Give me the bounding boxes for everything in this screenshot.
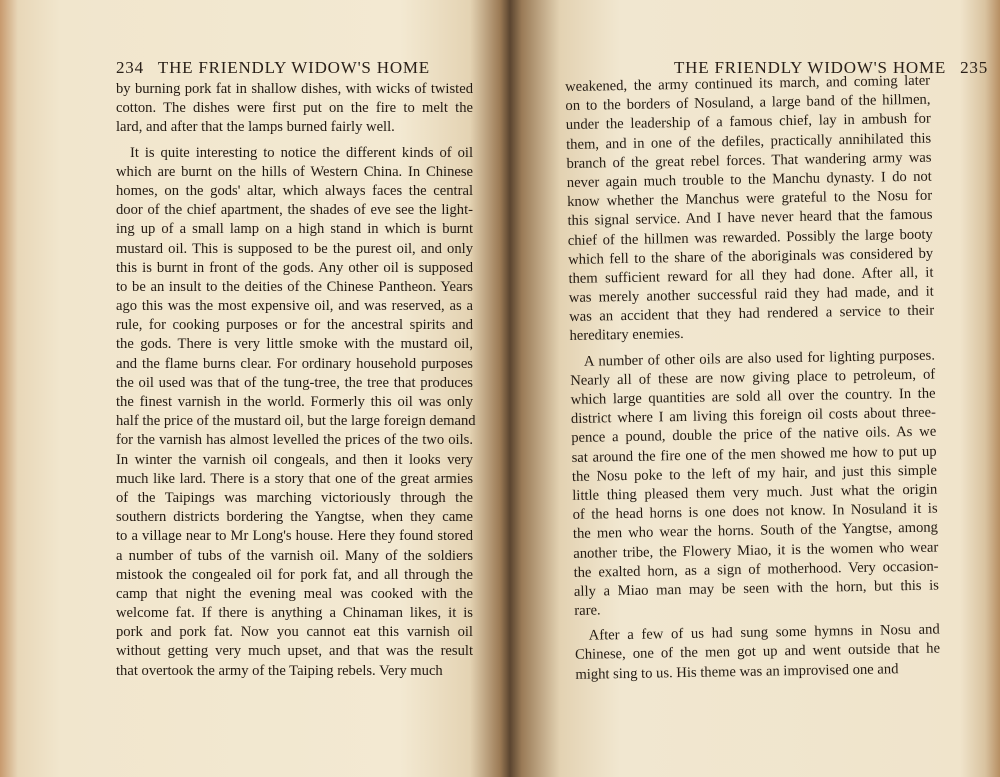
body-text bbox=[565, 72, 941, 685]
text-line: never again much trouble to the Manchu dynasty. I do not bbox=[566, 168, 932, 191]
text-line: and the flame burns clear. For ordinary household purposes bbox=[116, 355, 473, 372]
text-line: the Nosu poke to the left of my hair, and just this simple bbox=[571, 462, 938, 485]
text-line: under the leadership of a famous chief, lay in ambush for bbox=[565, 110, 931, 134]
text-line: rare. bbox=[574, 602, 601, 619]
text-line: of the Taipings was marching victoriously through the bbox=[116, 489, 473, 506]
text-line: half the price of the mustard oil, but the large foreign demand bbox=[116, 413, 476, 430]
text-line: the finest varnish in the world. Formerly this oil was only bbox=[116, 394, 473, 410]
text-line: on to the borders of Nosuland, a large band of the hillmen, bbox=[565, 91, 931, 115]
text-line: mistook the congealed oil for pork fat, and all through the bbox=[116, 566, 473, 583]
running-header bbox=[116, 58, 476, 78]
text-line: the oil used was that of the tung-tree, the tree that produces bbox=[116, 374, 473, 391]
text-line: A number of other oils are also used for lighting purposes. bbox=[583, 347, 936, 370]
text-line: know whether the Manchus were grateful to the Nosu for bbox=[567, 187, 933, 211]
text-line: camp that night the evening meal was cooked with the bbox=[116, 585, 473, 602]
text-line: of the head horns is one does not know. In Nosuland it is bbox=[572, 500, 938, 524]
text-line: It is quite interesting to notice the different kinds of oil bbox=[130, 144, 473, 161]
text-line: pence a pound, double the price of the native oils. As we bbox=[571, 423, 937, 447]
text-line: to be an insult to the deities of the Chinese Pantheon. Years bbox=[116, 278, 473, 295]
text-line: was an accident that they had rendered a service to their bbox=[569, 302, 935, 326]
text-line: them, and in one of the defiles, practically annihilated this bbox=[566, 130, 932, 153]
text-line: weakened, the army continued its march, and coming later bbox=[565, 72, 931, 95]
text-line: welcome fat. If there is anything a Chinaman likes, it is bbox=[116, 605, 473, 622]
text-line: which are burnt on the hills of Western China. In Chinese bbox=[116, 163, 473, 180]
text-line: hereditary enemies. bbox=[569, 326, 684, 345]
text-line: this is burnt in front of the gods. Any other oil is supposed bbox=[116, 259, 473, 276]
text-line: district where I am living this foreign oil costs about three- bbox=[570, 404, 937, 428]
text-line: sat around the fire one of the men showed me how to put up bbox=[571, 443, 937, 466]
text-line: door of the chief apartment, the shades of eve see the light- bbox=[116, 202, 473, 219]
right-page bbox=[510, 0, 1000, 777]
text-line: the gods. There is very little smoke with the mustard oil, bbox=[116, 336, 473, 353]
text-line: In winter the varnish oil congeals, and then it looks very bbox=[116, 451, 473, 468]
text-line: southern districts bordering the Yangtse, when they came bbox=[116, 509, 473, 526]
text-line: After a few of us had sung some hymns in Nosu and bbox=[588, 621, 940, 644]
text-line: by burning pork fat in shallow dishes, with wicks of twisted bbox=[116, 81, 473, 97]
page-number: 234 bbox=[116, 58, 144, 77]
text-line: that overtook the army of the Taiping rebels. Very much bbox=[116, 662, 443, 679]
text-line: them sufficient reward for all they had done. After all, it bbox=[568, 264, 934, 287]
text-line: might sing to us. His theme was an improvised one and bbox=[575, 660, 899, 683]
text-line: little thing pleased them very much. Just what the origin bbox=[572, 481, 938, 504]
text-line: which fell to the share of the aboriginals was considered by bbox=[568, 245, 934, 268]
text-line: another tribe, the Flowery Miao, it is the women who wear bbox=[573, 539, 939, 562]
text-line: pork and pork fat. Now you cannot eat this varnish oil bbox=[116, 624, 473, 641]
body-text bbox=[116, 80, 476, 681]
text-line: which large quantities are sold all over the country. In the bbox=[570, 385, 936, 408]
text-line: ally a Miao man may be seen with the horn, but this is bbox=[573, 577, 940, 600]
text-line: Chinese, one of the men got up and went outside that he bbox=[574, 640, 941, 664]
text-line: rule, for cooking purposes or for the ancestral spirits and bbox=[116, 317, 473, 334]
text-line: chief of the hillmen was rewarded. Possibly the large booty bbox=[567, 226, 933, 249]
text-line: ing up of a small lamp on a high stand in which is burnt bbox=[116, 221, 473, 238]
text-line: for the varnish has almost levelled the prices of the two oils. bbox=[116, 432, 473, 449]
running-head-title: THE FRIENDLY WIDOW'S HOME bbox=[674, 58, 947, 77]
text-line: lard, and after that the lamps burned fairly well. bbox=[116, 119, 395, 136]
text-line: Nearly all of these are now giving place to petroleum, of bbox=[570, 366, 936, 389]
text-line: was merely another successful raid they had made, and it bbox=[568, 283, 934, 307]
text-line: cotton. The dishes were first put on the fire to melt the bbox=[116, 100, 473, 117]
text-line: much like lard. There is a story that one of the great armies bbox=[116, 470, 473, 487]
text-line: to a village near to Mr Long's house. Here they found stored bbox=[116, 528, 473, 545]
text-line: ago this was the most expensive oil, and was reserved, as a bbox=[116, 298, 473, 315]
text-line: the exalted horn, as a sign of motherhood. Very occasion- bbox=[573, 558, 939, 581]
page-number: 235 bbox=[960, 58, 988, 77]
text-line: a number of tubs of the varnish oil. Many of the soldiers bbox=[116, 547, 473, 564]
text-line: the men who wear the horns. South of the Yangtse, among bbox=[572, 519, 939, 543]
running-head-title: THE FRIENDLY WIDOW'S HOME bbox=[157, 58, 430, 77]
text-line: homes, on the gods' altar, which always faces the central bbox=[116, 182, 473, 199]
text-line: this signal service. And I have never heard that the famous bbox=[567, 206, 933, 230]
text-line: without getting very much upset, and that was the result bbox=[116, 643, 473, 660]
text-line: branch of the great rebel forces. That wandering army was bbox=[566, 149, 932, 172]
text-line: mustard oil. This is supposed to be the purest oil, and only bbox=[116, 240, 473, 257]
